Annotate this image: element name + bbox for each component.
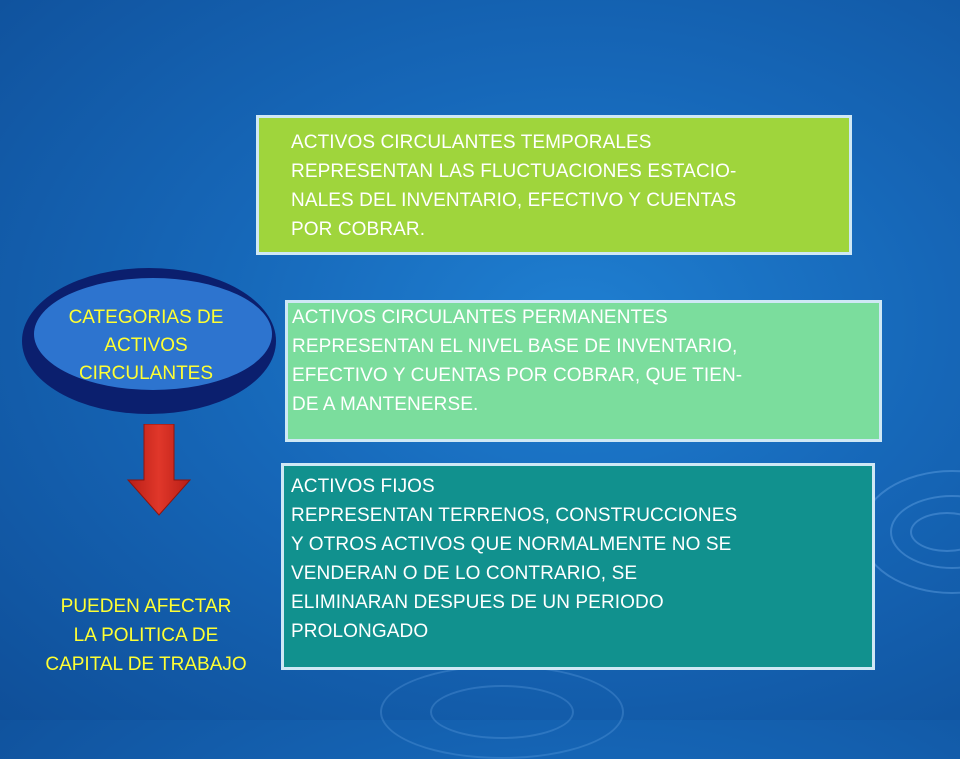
category-label-line: CATEGORIAS DE — [68, 307, 224, 328]
box-text-line: REPRESENTAN TERRENOS, CONSTRUCCIONES — [291, 505, 738, 526]
decorative-ripple — [430, 685, 574, 739]
box-text-line: ACTIVOS CIRCULANTES PERMANENTES — [292, 307, 668, 328]
category-label — [40, 304, 252, 388]
box-text-line: ACTIVOS FIJOS — [291, 476, 435, 497]
box-text-line: PROLONGADO — [291, 621, 429, 642]
box-text-line: ELIMINARAN DESPUES DE UN PERIODO — [291, 592, 664, 613]
box-text-line: POR COBRAR. — [291, 219, 426, 240]
box-activos-circulantes-temporales — [256, 115, 852, 255]
box-text-line: VENDERAN O DE LO CONTRARIO, SE — [291, 563, 638, 584]
box-text-line: REPRESENTAN EL NIVEL BASE DE INVENTARIO, — [292, 336, 738, 357]
result-label-line: CAPITAL DE TRABAJO — [45, 654, 247, 675]
box-text-line: REPRESENTAN LAS FLUCTUACIONES ESTACIO- — [291, 161, 737, 182]
box-text-line: ACTIVOS CIRCULANTES TEMPORALES — [291, 132, 652, 153]
box-text-line: Y OTROS ACTIVOS QUE NORMALMENTE NO SE — [291, 534, 732, 555]
category-label-line: CIRCULANTES — [78, 363, 214, 384]
category-label-line: ACTIVOS — [104, 335, 188, 356]
box-activos-circulantes-permanentes — [285, 300, 882, 442]
result-label-line: PUEDEN AFECTAR — [60, 596, 232, 617]
result-label-line: LA POLITICA DE — [73, 625, 219, 646]
box-text-line: EFECTIVO Y CUENTAS POR COBRAR, QUE TIEN- — [292, 365, 743, 386]
box-text-line: DE A MANTENERSE. — [292, 394, 479, 415]
result-label — [10, 592, 282, 679]
box-text-line: NALES DEL INVENTARIO, EFECTIVO Y CUENTAS — [291, 190, 737, 211]
arrow-down-icon — [126, 424, 192, 516]
box-activos-fijos — [281, 463, 875, 670]
